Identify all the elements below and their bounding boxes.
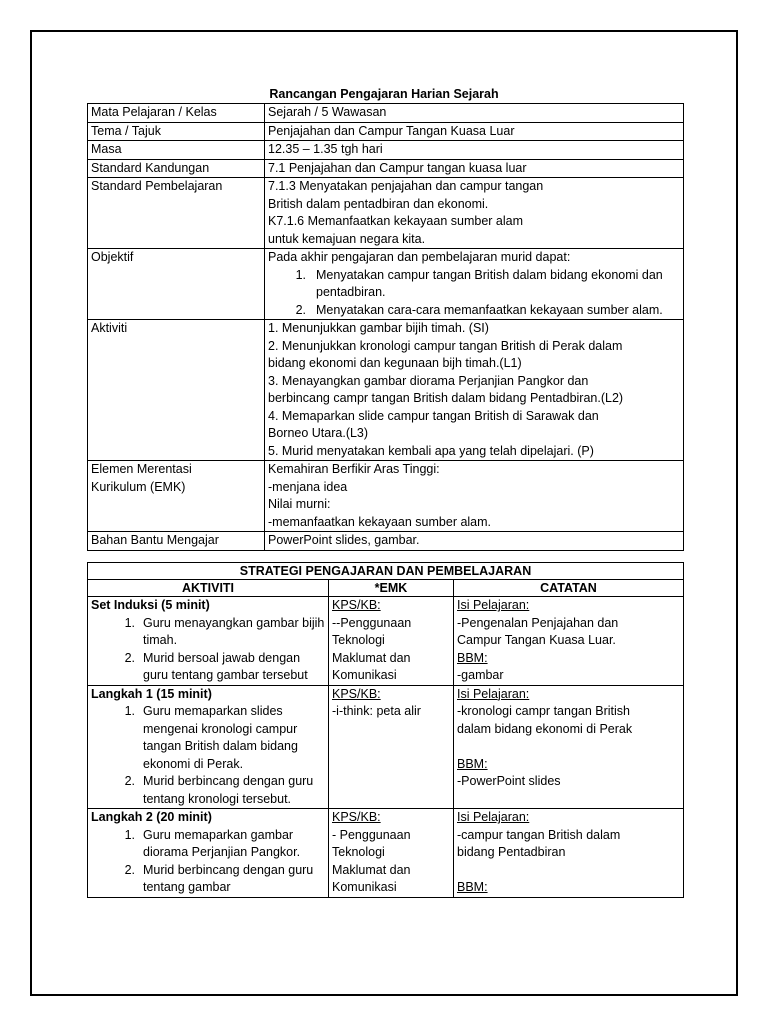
- table-row: [88, 580, 684, 597]
- table-row: [88, 563, 684, 580]
- emk-line: --Penggunaan: [332, 615, 412, 630]
- mata-label: Mata Pelajaran / Kelas: [88, 104, 265, 123]
- bbm-heading: BBM:: [457, 880, 488, 894]
- emk-line: Komunikasi: [332, 668, 397, 682]
- aktiviti-line: 1. Menunjukkan gambar bijih timah. (SI): [268, 321, 489, 335]
- sp-line: 7.1.3 Menyatakan penjajahan dan campur tangan: [268, 179, 544, 193]
- table-row: [88, 461, 684, 532]
- step-title: Set Induksi (5 minit): [91, 598, 210, 612]
- bbm-value: PowerPoint slides, gambar.: [265, 532, 684, 551]
- emk-label-line: Kurikulum (EMK): [91, 479, 186, 494]
- list-item: [91, 650, 325, 685]
- emk-line: Maklumat dan: [332, 650, 411, 665]
- emk-label-line: Elemen Merentasi: [91, 462, 192, 476]
- emk-line: -i-think: peta alir: [332, 704, 421, 718]
- emk-heading: KPS/KB:: [332, 598, 381, 612]
- emk-cell: [329, 685, 454, 809]
- document-title: Rancangan Pengajaran Harian Sejarah: [269, 87, 499, 101]
- catatan-cell: [454, 597, 684, 686]
- aktiviti-line: bidang ekonomi dan kegunaan bijh timah.(L1): [268, 356, 522, 370]
- list-text: Menyatakan cara-cara memanfaatkan kekayaan sumber alam.: [316, 302, 663, 317]
- strategy-table: [87, 562, 684, 898]
- standard-pembelajaran-label: Standard Pembelajaran: [88, 178, 265, 249]
- aktiviti-line: 2. Menunjukkan kronologi campur tangan British di Perak dalam: [268, 338, 623, 353]
- list-number: 2.: [295, 302, 306, 317]
- isi-heading: Isi Pelajaran:: [457, 686, 530, 701]
- list-number: 2.: [124, 862, 135, 877]
- bbm-line: -gambar: [457, 668, 504, 682]
- aktiviti-cell: [88, 809, 329, 898]
- aktiviti-line: 3. Menayangkan gambar diorama Perjanjian Pangkor dan: [268, 373, 589, 388]
- aktiviti-line: 4. Memaparkan slide campur tangan British di Sarawak dan: [268, 408, 599, 423]
- isi-heading: Isi Pelajaran:: [457, 810, 530, 824]
- step-title: Langkah 2 (20 minit): [91, 810, 212, 824]
- list-item: [91, 615, 325, 650]
- table-row: [88, 159, 684, 178]
- table-row: [88, 320, 684, 461]
- objektif-intro: Pada akhir pengajaran dan pembelajaran murid dapat:: [268, 250, 571, 264]
- sp-line: British dalam pentadbiran dan ekonomi.: [268, 196, 489, 211]
- list-text: Guru memaparkan gambar diorama Perjanjian Pangkor.: [143, 827, 301, 859]
- aktiviti-value: [265, 320, 684, 461]
- table-row: [88, 141, 684, 160]
- masa-value: 12.35 – 1.35 tgh hari: [265, 141, 684, 160]
- bbm-heading: BBM:: [457, 650, 488, 665]
- isi-line: dalam bidang ekonomi di Perak: [457, 721, 633, 736]
- table-row: [88, 597, 684, 686]
- aktiviti-line: 5. Murid menyatakan kembali apa yang telah dipelajari. (P): [268, 443, 594, 458]
- emk-line: - Penggunaan: [332, 827, 411, 842]
- list-number: 1.: [295, 267, 306, 282]
- spacer: [457, 862, 680, 880]
- emk-line: Maklumat dan: [332, 862, 411, 877]
- column-header-catatan: CATATAN: [454, 580, 684, 597]
- table-row: [88, 122, 684, 141]
- standard-kandungan-label: Standard Kandungan: [88, 159, 265, 178]
- isi-line: Campur Tangan Kuasa Luar.: [457, 633, 616, 647]
- emk-line: Teknologi: [332, 845, 385, 859]
- step-title: Langkah 1 (15 minit): [91, 686, 212, 701]
- list-item: [91, 773, 325, 808]
- list-text: Murid bersoal jawab dengan guru tentang gambar tersebut: [143, 650, 308, 682]
- sp-line: untuk kemajuan negara kita.: [268, 231, 426, 246]
- emk-heading: KPS/KB:: [332, 686, 381, 701]
- column-header-emk: *EMK: [329, 580, 454, 597]
- emk-cell: [329, 597, 454, 686]
- mata-value: Sejarah / 5 Wawasan: [265, 104, 684, 123]
- list-number: 1.: [124, 704, 135, 718]
- table-row: [88, 685, 684, 809]
- list-text: Murid berbincang dengan guru tentang kronologi tersebut.: [143, 774, 314, 806]
- list-text: Guru menayangkan gambar bijih timah.: [143, 615, 325, 647]
- list-text: Menyatakan campur tangan British dalam bidang ekonomi dan pentadbiran.: [316, 267, 663, 299]
- info-table: [87, 103, 684, 551]
- standard-pembelajaran-value: [265, 178, 684, 249]
- list-text: Murid berbincang dengan guru tentang gambar: [143, 862, 314, 894]
- emk-line: -memanfaatkan kekayaan sumber alam.: [268, 514, 492, 529]
- list-number: 1.: [124, 615, 135, 630]
- bbm-heading: BBM:: [457, 756, 488, 771]
- standard-kandungan-value: 7.1 Penjajahan dan Campur tangan kuasa luar: [265, 159, 684, 178]
- emk-label: [88, 461, 265, 532]
- spacer: [457, 738, 680, 756]
- isi-line: -campur tangan British dalam: [457, 827, 621, 842]
- catatan-cell: [454, 685, 684, 809]
- emk-line: Teknologi: [332, 633, 385, 647]
- list-number: 2.: [124, 774, 135, 788]
- list-item: [91, 703, 325, 773]
- emk-value: [265, 461, 684, 532]
- table-row: [88, 532, 684, 551]
- emk-line: Komunikasi: [332, 880, 397, 894]
- emk-line: -menjana idea: [268, 479, 348, 494]
- isi-heading: Isi Pelajaran:: [457, 598, 530, 612]
- emk-line: Kemahiran Berfikir Aras Tinggi:: [268, 462, 440, 476]
- list-number: 1.: [124, 827, 135, 842]
- table-row: [88, 249, 684, 320]
- tema-label: Tema / Tajuk: [88, 122, 265, 141]
- masa-label: Masa: [88, 141, 265, 160]
- bbm-label: Bahan Bantu Mengajar: [88, 532, 265, 551]
- aktiviti-cell: [88, 685, 329, 809]
- catatan-cell: [454, 809, 684, 898]
- list-text: Guru memaparkan slides mengenai kronologi campur tangan British dalam bidang ekonomi di Perak.: [143, 704, 298, 771]
- table-row: [88, 178, 684, 249]
- aktiviti-line: Borneo Utara.(L3): [268, 426, 369, 440]
- tema-value: Penjajahan dan Campur Tangan Kuasa Luar: [265, 122, 684, 141]
- list-item: [268, 302, 680, 320]
- sp-line: K7.1.6 Memanfaatkan kekayaan sumber alam: [268, 214, 523, 228]
- emk-line: Nilai murni:: [268, 497, 331, 511]
- isi-line: -kronologi campr tangan British: [457, 704, 630, 718]
- table-row: [88, 809, 684, 898]
- aktiviti-line: berbincang campr tangan British dalam bidang Pentadbiran.(L2): [268, 391, 624, 405]
- emk-cell: [329, 809, 454, 898]
- column-header-aktiviti: AKTIVITI: [88, 580, 329, 597]
- objektif-value: [265, 249, 684, 320]
- aktiviti-cell: [88, 597, 329, 686]
- emk-heading: KPS/KB:: [332, 810, 381, 824]
- list-item: [91, 862, 325, 897]
- aktiviti-label: Aktiviti: [88, 320, 265, 461]
- isi-line: -Pengenalan Penjajahan dan: [457, 615, 619, 630]
- objektif-label: Objektif: [88, 249, 265, 320]
- bbm-line: -PowerPoint slides: [457, 774, 561, 788]
- list-number: 2.: [124, 650, 135, 665]
- strategy-header: STRATEGI PENGAJARAN DAN PEMBELAJARAN: [88, 563, 684, 580]
- table-row: [88, 104, 684, 123]
- list-item: [268, 267, 680, 302]
- isi-line: bidang Pentadbiran: [457, 845, 566, 859]
- list-item: [91, 827, 325, 862]
